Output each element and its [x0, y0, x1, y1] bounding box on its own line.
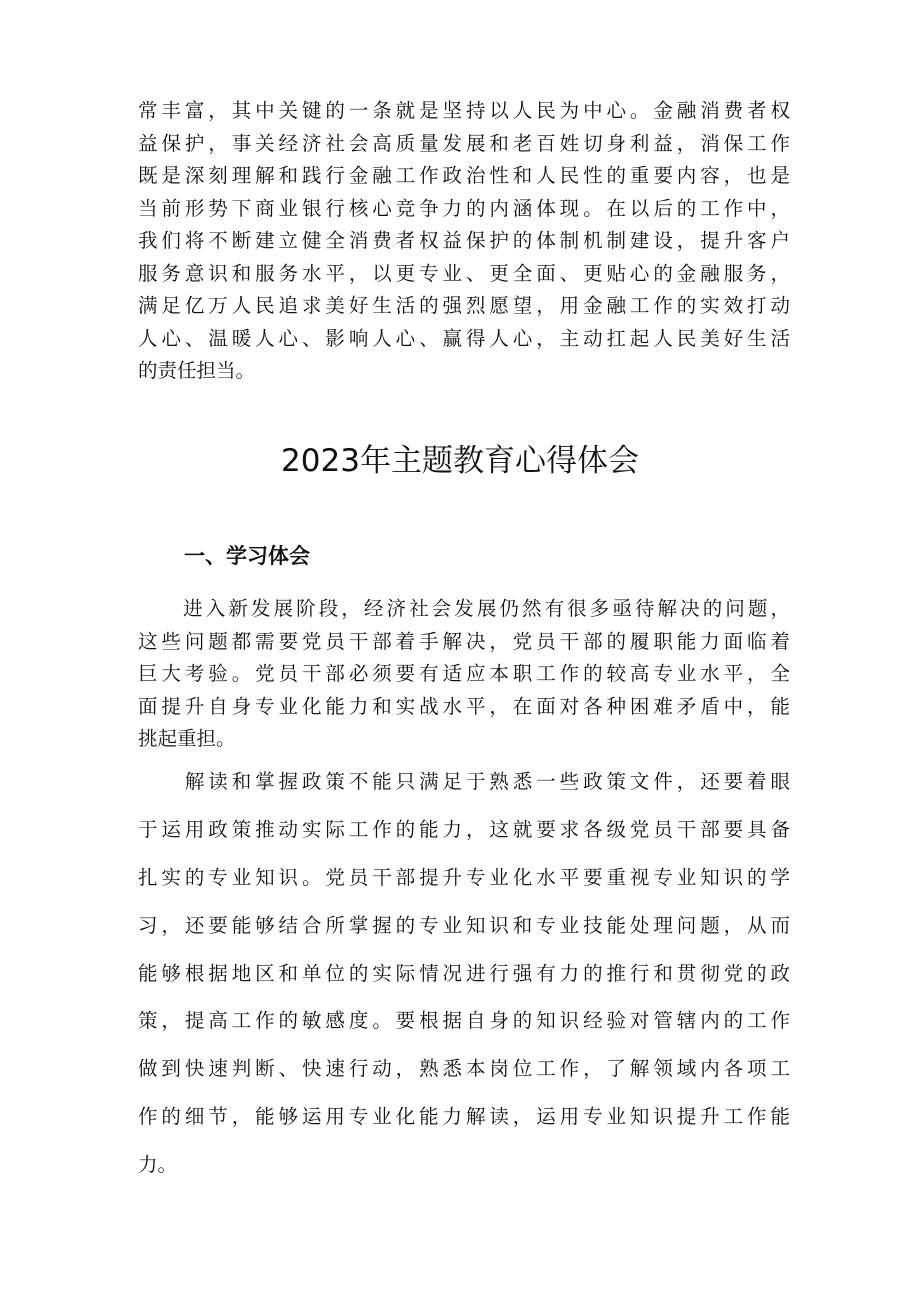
- text-line: 挑起重担。: [138, 727, 236, 750]
- text-line: 解读和掌握政策不能只满足于熟悉一些政策文件，还要着眼: [138, 770, 790, 793]
- text-line: 巨大考验。党员干部必须要有适应本职工作的较高专业水平，全: [138, 662, 790, 685]
- text-line: 益保护，事关经济社会高质量发展和老百姓切身利益，消保工作: [138, 131, 790, 155]
- section-heading: 一、学习体会: [184, 544, 310, 568]
- paragraph-continuation: [138, 95, 790, 388]
- text-line: 于运用政策推动实际工作的能力，这就要求各级党员干部要具备: [138, 817, 790, 841]
- text-line: 扎实的专业知识。党员干部提升专业化水平要重视专业知识的学: [138, 865, 790, 889]
- text-line: 这些问题都需要党员干部着手解决，党员干部的履职能力面临着: [138, 629, 790, 653]
- text-line: 我们将不断建立健全消费者权益保护的体制机制建设，提升客户: [138, 229, 790, 252]
- text-line: 做到快速判断、快速行动，熟悉本岗位工作，了解领域内各项工: [138, 1057, 790, 1081]
- document-title: 2023年主题教育心得体会: [281, 443, 639, 479]
- text-line: 的责任担当。: [138, 359, 256, 382]
- text-line: 习，还要能够结合所掌握的专业知识和专业技能处理问题，从而: [138, 913, 790, 937]
- text-line: 进入新发展阶段，经济社会发展仍然有很多亟待解决的问题，: [138, 597, 790, 620]
- text-line: 服务意识和服务水平，以更专业、更全面、更贴心的金融服务，: [138, 261, 790, 285]
- text-line: 常丰富，其中关键的一条就是坚持以人民为中心。金融消费者权: [138, 99, 790, 122]
- text-line: 当前形势下商业银行核心竞争力的内涵体现。在以后的工作中，: [138, 196, 790, 220]
- text-line: 面提升自身专业化能力和实战水平，在面对各种困难矛盾中，能: [138, 694, 790, 718]
- text-line: 作的细节，能够运用专业化能力解读，运用专业知识提升工作能: [138, 1105, 790, 1129]
- paragraph: [138, 593, 790, 756]
- text-line: 满足亿万人民追求美好生活的强烈愿望，用金融工作的实效打动: [138, 294, 790, 317]
- paragraph: [138, 758, 790, 1189]
- text-line: 力。: [138, 1153, 178, 1177]
- text-line: 人心、温暖人心、影响人心、赢得人心，主动扛起人民美好生活: [138, 326, 790, 350]
- text-line: 能够根据地区和单位的实际情况进行强有力的推行和贯彻党的政: [138, 961, 790, 985]
- text-line: 策，提高工作的敏感度。要根据自身的知识经验对管辖内的工作: [138, 1009, 790, 1033]
- text-line: 既是深刻理解和践行金融工作政治性和人民性的重要内容，也是: [138, 164, 790, 187]
